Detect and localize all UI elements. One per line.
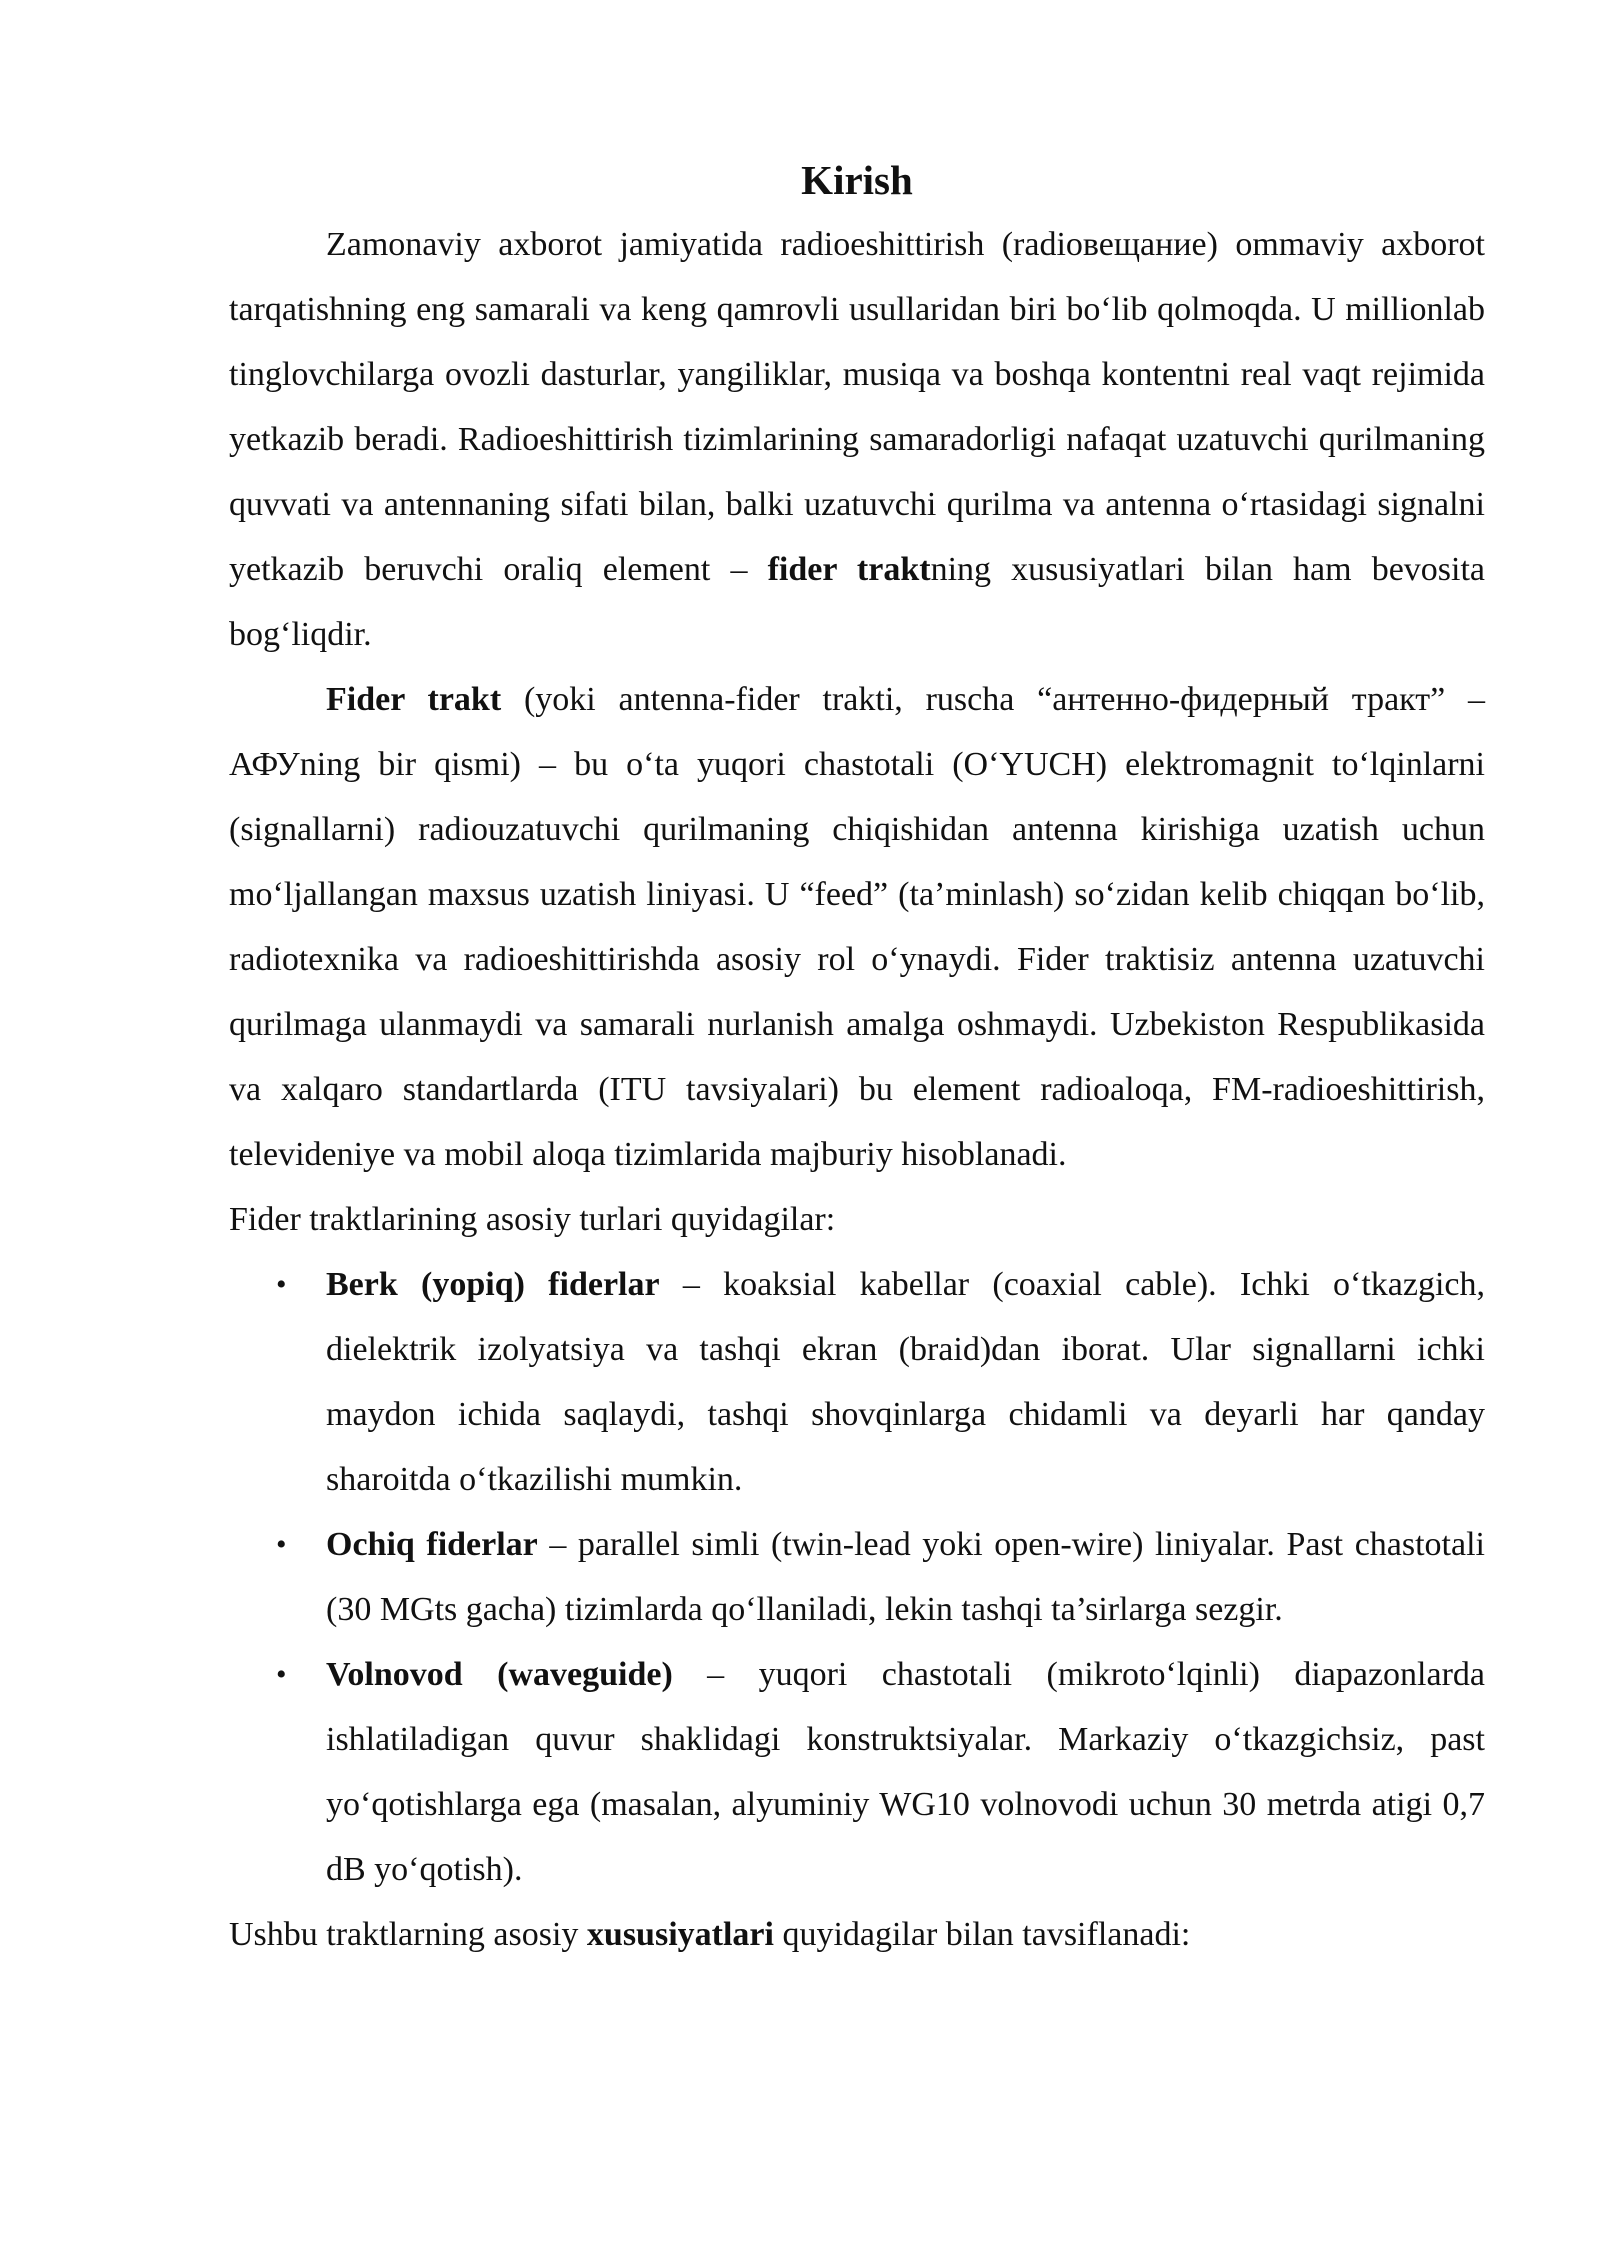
properties-intro-text-end: quyidagilar bilan tavsiflanadi:: [773, 1916, 1191, 1953]
page-title: Kirish: [801, 157, 913, 203]
intro-text: Zamonaviy axborot jamiyatida radioeshittirish (radioвещание) ommaviy axborot tarqatishning eng samarali va keng qamrovli usullaridan biri bo‘lib qolmoqda. U millionlab tinglovchilarga ovozli dasturlar, yangiliklar, musiqa va boshqa kontentni real vaqt rejimida yetkazib beradi. Radioeshittirish tizimlarining samaradorligi nafaqat uzatuvchi qurilmaning quvvati va antennaning sifati bilan, balki uzatuvchi qurilma va antenna o‘rtasidagi signalni yetkazib beruvchi oraliq element –: [229, 226, 1485, 588]
list-item-text: – yuqori chastotali (mikroto‘lqinli) diapazonlarda ishlatiladigan quvur shaklidagi konstruktsiyalar. Markaziy o‘tkazgichsiz, past yo‘qotishlarga ega (masalan, alyuminiy WG10 volnovodi uchun 30 metrda atigi 0,7 dB yo‘qotish).: [326, 1656, 1486, 1888]
bullet-icon: •: [276, 1658, 287, 1691]
bullet-icon: •: [276, 1268, 287, 1301]
properties-intro-bold: xususiyatlari: [586, 1916, 774, 1953]
intro-bold-term: fider trakt: [767, 551, 931, 588]
list-item-term: Ochiq fiderlar: [326, 1526, 538, 1563]
list-item: [276, 1512, 1485, 1642]
list-item-text: – koaksial kabellar (coaxial cable). Ichki o‘tkazgich, dielektrik izolyatsiya va tashqi ekran (braid)dan iborat. Ular signallarni ichki maydon ichida saqlaydi, tashqi shovqinlarga chidamli va deyarli har qanday sharoitda o‘tkazilishi mumkin.: [326, 1266, 1485, 1498]
list-item-term: Volnovod (waveguide): [326, 1656, 673, 1693]
bullet-icon: •: [276, 1528, 287, 1561]
list-item: [276, 1252, 1485, 1512]
document-page: [229, 150, 1485, 1967]
list-item-term: Berk (yopiq) fiderlar: [326, 1266, 660, 1303]
feeder-types-list: [229, 1252, 1485, 1902]
definition-paragraph: [229, 667, 1485, 1187]
intro-paragraph: [229, 212, 1485, 667]
types-intro: Fider traktlarining asosiy turlari quyidagilar:: [229, 1201, 836, 1238]
definition-text: (yoki antenna-fider trakti, ruscha “антенно-фидерный тракт” – АФУning bir qismi) – bu o‘ta yuqori chastotali (O‘YUCH) elektromagnit to‘lqinlarni (signallarni) radiouzatuvchi qurilmaning chiqishidan antenna kirishiga uzatish uchun mo‘ljallangan maxsus uzatish liniyasi. U “feed” (ta’minlash) so‘zidan kelib chiqqan bo‘lib, radiotexnika va radioeshittirishda asosiy rol o‘ynaydi. Fider traktisiz antenna uzatuvchi qurilmaga ulanmaydi va samarali nurlanish amalga oshmaydi. Uzbekiston Respublikasida va xalqaro standartlarda (ITU tavsiyalari) bu element radioaloqa, FM-radioeshittirish, televideniye va mobil aloqa tizimlarida majburiy hisoblanadi.: [229, 681, 1485, 1173]
list-item-text: – parallel simli (twin-lead yoki open-wire) liniyalar. Past chastotali (30 MGts gacha) tizimlarda qo‘llaniladi, lekin tashqi ta’sirlarga sezgir.: [326, 1526, 1485, 1628]
intro-text-end: ning xususiyatlari bilan ham bevosita bog‘liqdir.: [229, 551, 1485, 653]
properties-intro: [229, 1902, 1485, 1967]
definition-bold-term: Fider trakt: [326, 681, 502, 718]
properties-intro-text: Ushbu traktlarning asosiy: [229, 1916, 587, 1953]
list-item: [276, 1642, 1486, 1902]
